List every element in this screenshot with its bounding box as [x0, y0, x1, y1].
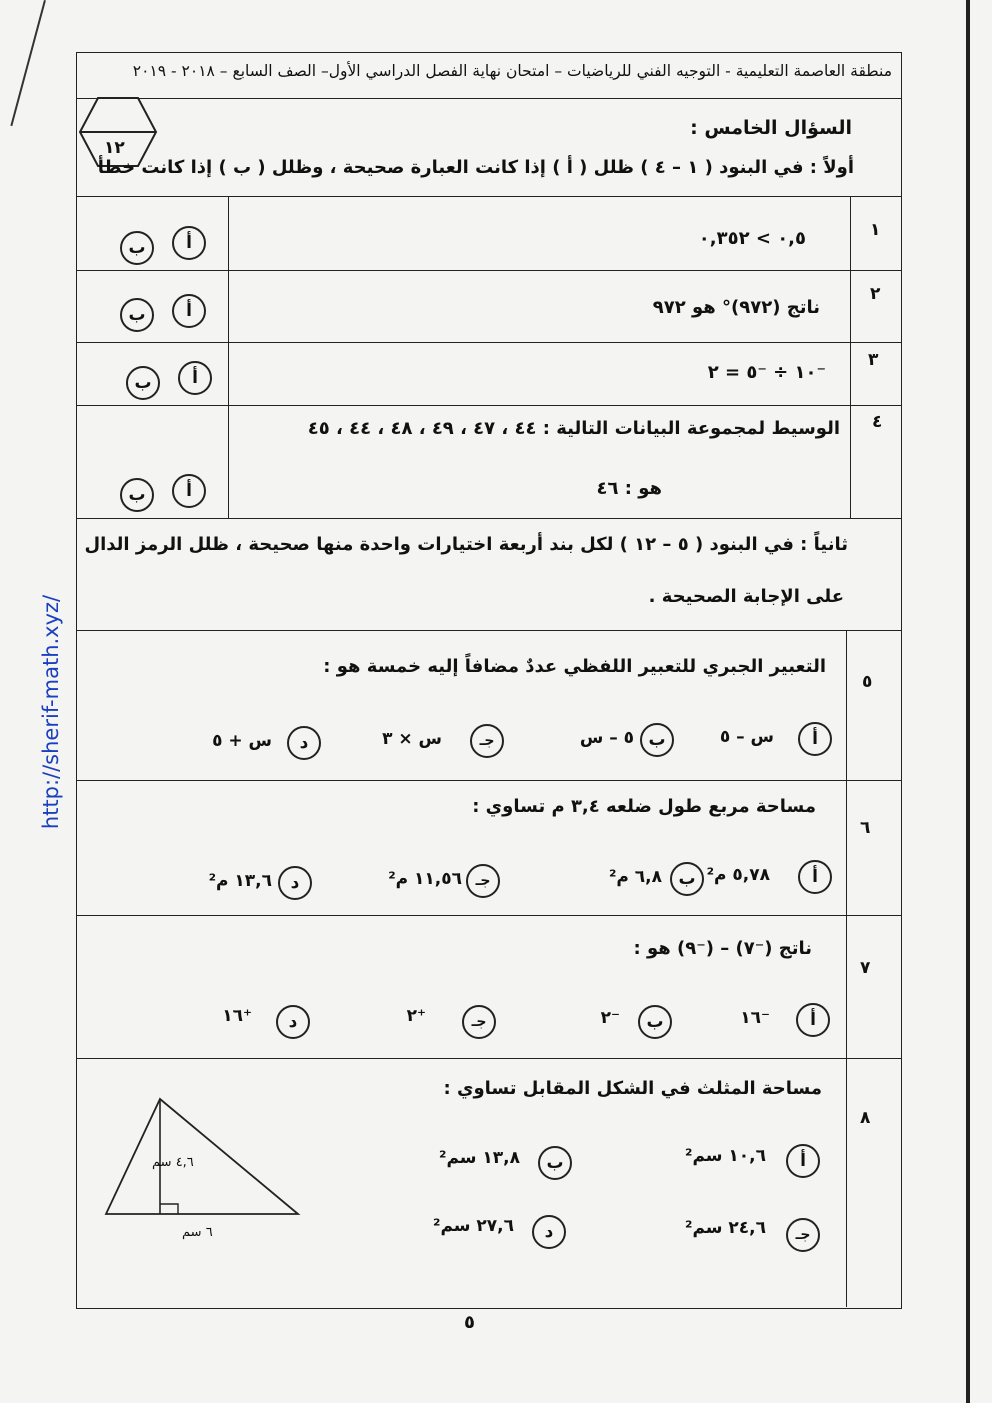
option-a-circle[interactable]: أ — [786, 1144, 820, 1178]
option-d-text: س + ٥ — [212, 731, 272, 751]
scan-edge-bar — [966, 0, 970, 1403]
tf-item-number: ٤ — [872, 412, 883, 432]
tf-col-divider-num — [850, 196, 851, 518]
option-c-text: س × ٣ — [382, 729, 442, 749]
option-c-text: ⁺٢ — [406, 1006, 426, 1026]
option-b-circle[interactable]: ب — [126, 366, 160, 400]
option-d-text: ⁺١٦ — [222, 1006, 252, 1026]
option-b-text: ⁻٢ — [600, 1008, 620, 1028]
tf-col-divider-ans — [228, 196, 229, 518]
option-c-circle[interactable]: جـ — [470, 724, 504, 758]
option-a-text: س – ٥ — [719, 727, 774, 747]
option-a-circle[interactable]: أ — [172, 474, 206, 508]
tf-row-line-3 — [76, 405, 902, 406]
option-d-circle[interactable]: د — [532, 1215, 566, 1249]
section-title: السؤال الخامس : — [690, 117, 852, 139]
option-c-circle[interactable]: جـ — [466, 864, 500, 898]
option-a-circle[interactable]: أ — [172, 226, 206, 260]
option-a-circle[interactable]: أ — [172, 294, 206, 328]
triangle-height-label: ٤,٦ سم — [152, 1155, 194, 1170]
mc-question-text: التعبير الجبري للتعبير اللفظي عددٌ مضافاً إليه خمسة هو : — [323, 656, 826, 677]
option-a-text: ⁻١٦ — [740, 1008, 770, 1028]
mc-top-line — [76, 630, 902, 631]
mc-item-number: ٦ — [860, 818, 871, 838]
tf-item-text: ⁻١٠ ÷ ⁻٥ = ٢ — [707, 362, 826, 383]
mc-row-line-5 — [76, 780, 902, 781]
margin-pen-stroke — [10, 0, 46, 126]
tf-item-text: ٠,٥ > ٠,٣٥٢ — [698, 228, 806, 249]
part1-top-line — [76, 196, 902, 197]
mc-item-number: ٨ — [860, 1108, 871, 1128]
option-c-circle[interactable]: جـ — [462, 1005, 496, 1039]
tf-row-line-4 — [76, 518, 902, 519]
mc-question-text: ناتج (⁻٧) – (⁻٩) هو : — [633, 938, 812, 959]
option-c-circle[interactable]: جـ — [786, 1218, 820, 1252]
tf-item-number: ١ — [870, 220, 881, 240]
tf-item-text: الوسيط لمجموعة البيانات التالية : ٤٤ ، ٤٧ ، ٤٩ ، ٤٨ ، ٤٤ ، ٤٥ — [307, 418, 840, 439]
triangle-figure — [100, 1094, 306, 1222]
side-url[interactable]: http://sherif-math.xyz/ — [39, 594, 63, 830]
option-b-circle[interactable]: ب — [670, 862, 704, 896]
tf-item-number: ٣ — [868, 350, 879, 370]
mc-row-line-7 — [76, 1058, 902, 1059]
option-b-circle[interactable]: ب — [120, 478, 154, 512]
option-d-text: ٢٧,٦ سم² — [432, 1216, 514, 1236]
part2-instruction-line1: ثانياً : في البنود ( ٥ – ١٢ ) لكل بند أربعة اختيارات واحدة منها صحيحة ، ظلل الرمز الدال — [84, 534, 848, 555]
option-a-circle[interactable]: أ — [798, 860, 832, 894]
option-c-text: ٢٤,٦ سم² — [684, 1218, 766, 1238]
score-box-value: ١٢ — [104, 138, 125, 158]
tf-item-number: ٢ — [870, 284, 881, 304]
option-b-circle[interactable]: ب — [638, 1005, 672, 1039]
tf-item-text: ناتج (٩٧٢)° هو ٩٧٢ — [652, 297, 820, 318]
option-b-text: ٥ – س — [579, 728, 634, 748]
option-d-text: ١٣,٦ م² — [208, 871, 272, 891]
exam-header: منطقة العاصمة التعليمية - التوجيه الفني للرياضيات – امتحان نهاية الفصل الدراسي الأول– الصف السابع – ٢٠١٨ - ٢٠١٩ — [132, 62, 892, 80]
header-divider — [76, 98, 902, 99]
option-d-circle[interactable]: د — [278, 866, 312, 900]
option-b-circle[interactable]: ب — [640, 723, 674, 757]
option-c-text: ١١,٥٦ م² — [388, 869, 462, 889]
triangle-base-label: ٦ سم — [182, 1225, 213, 1240]
mc-col-divider-num — [846, 630, 847, 1307]
option-a-circle[interactable]: أ — [798, 722, 832, 756]
page-number: ٥ — [464, 1312, 475, 1333]
mc-item-number: ٧ — [860, 958, 871, 978]
mc-question-text: مساحة مربع طول ضلعه ٣,٤ م تساوي : — [472, 796, 816, 817]
option-d-circle[interactable]: د — [287, 726, 321, 760]
part1-instruction: أولاً : في البنود ( ١ – ٤ ) ظلل ( أ ) إذا كانت العبارة صحيحة ، وظلل ( ب ) إذا كانت خطأ — [97, 157, 854, 178]
option-b-text: ١٣,٨ سم² — [438, 1148, 520, 1168]
option-b-circle[interactable]: ب — [120, 298, 154, 332]
option-a-text: ٥,٧٨ م² — [706, 865, 770, 885]
option-b-circle[interactable]: ب — [538, 1146, 572, 1180]
option-b-text: ٦,٨ م² — [608, 867, 662, 887]
option-a-circle[interactable]: أ — [796, 1003, 830, 1037]
tf-item-text-line2: هو : ٤٦ — [596, 478, 662, 499]
option-d-circle[interactable]: د — [276, 1005, 310, 1039]
mc-row-line-6 — [76, 915, 902, 916]
option-b-circle[interactable]: ب — [120, 231, 154, 265]
option-a-text: ١٠,٦ سم² — [684, 1146, 766, 1166]
tf-row-line-1 — [76, 270, 902, 271]
mc-question-text: مساحة المثلث في الشكل المقابل تساوي : — [443, 1078, 822, 1099]
tf-row-line-2 — [76, 342, 902, 343]
mc-item-number: ٥ — [862, 672, 873, 692]
option-a-circle[interactable]: أ — [178, 361, 212, 395]
part2-instruction-line2: على الإجابة الصحيحة . — [648, 586, 844, 607]
